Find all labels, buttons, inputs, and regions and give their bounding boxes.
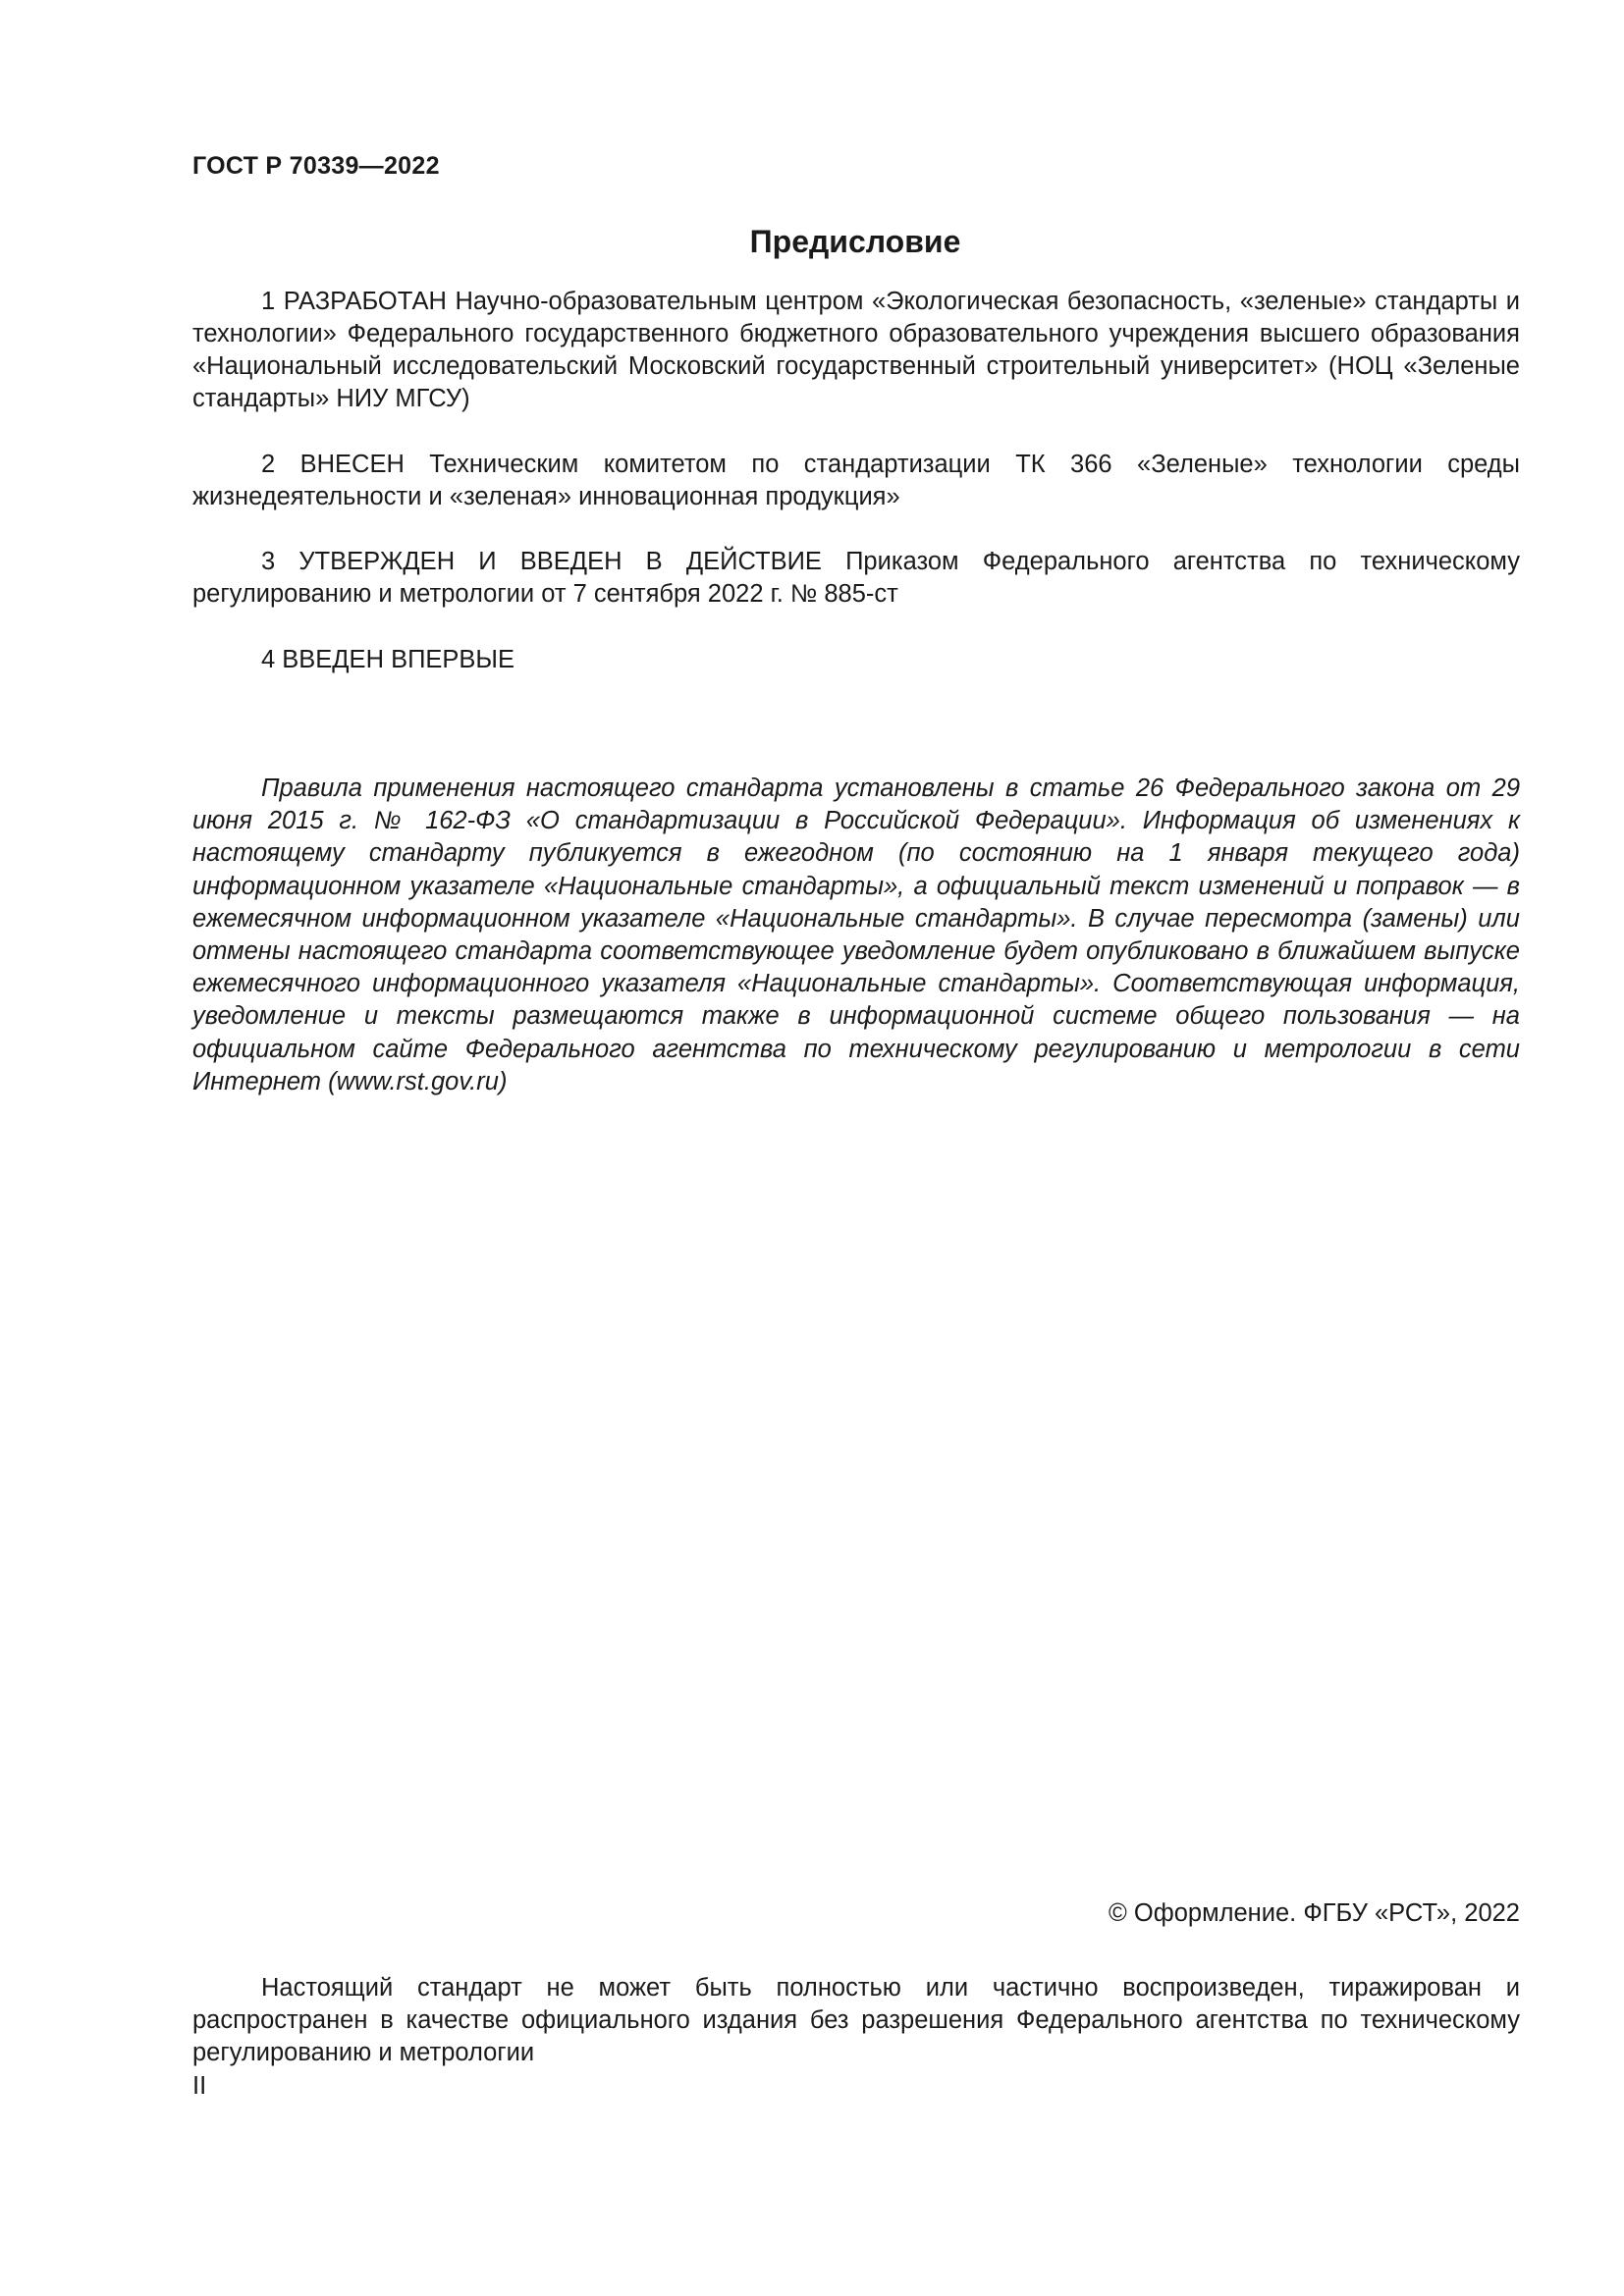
paragraph-introduced-by: 2 ВНЕСЕН Техническим комитетом по стандартизации ТК 366 «Зеленые» технологии среды жизнедеятельности и «зеленая» инновационная продукция»: [192, 451, 1520, 510]
paragraph-first-introduced: 4 ВВЕДЕН ВПЕРВЫЕ: [261, 646, 515, 673]
copyright-line: © Оформление. ФГБУ «РСТ», 2022: [1109, 1899, 1520, 1927]
paragraph-developed-by: 1 РАЗРАБОТАН Научно-образовательным центром «Экологическая безопасность, «зеленые» стандарты и технологии» Федерального государственного бюджетного образовательного учреждения высшего образования «Национальный исследовательский Московский государственный строительный университет» (НОЦ «Зеленые стандарты» НИУ МГСУ): [192, 288, 1520, 412]
application-rules-note: Правила применения настоящего стандарта установлены в статье 26 Федерального закона от 29 июня 2015 г. № 162-ФЗ «О стандартизации в Российской Федерации». Информация об изменениях к настоящему стандарту публикуется в ежегодном (по состоянию на 1 января текущего года) информационном указателе «Национальные стандарты», а официальный текст изменений и поправок — в ежемесячном информационном указателе «Национальные стандарты». В случае пересмотра (замены) или отмены настоящего стандарта соответствующее уведомление будет опубликовано в ближайшем выпуске ежемесячного информационного указателя «Национальные стандарты». Соответствующая информация, уведомление и тексты размещаются также в информационной системе общего пользования — на официальном сайте Федерального агентства по техническому регулированию и метрологии в сети Интернет (www.rst.gov.ru): [192, 774, 1520, 1095]
paragraph-approved: 3 УТВЕРЖДЕН И ВВЕДЕН В ДЕЙСТВИЕ Приказом Федерального агентства по техническому регулированию и метрологии от 7 сентября 2022 г. № 885-ст: [192, 548, 1520, 608]
reproduction-notice: Настоящий стандарт не может быть полностью или частично воспроизведен, тиражирован и распространен в качестве официального издания без разрешения Федерального агентства по техническому регулированию и метрологии: [192, 1974, 1520, 2066]
page-number: II: [192, 2072, 207, 2100]
standard-code: ГОСТ Р 70339—2022: [192, 152, 440, 180]
page-title: Предисловие: [749, 224, 961, 259]
